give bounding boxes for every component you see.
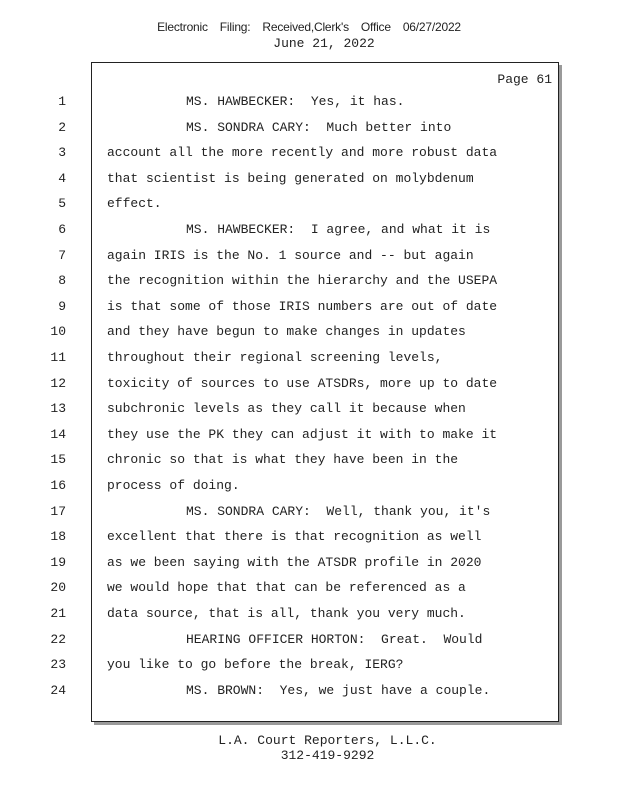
transcript-line	[0, 248, 600, 268]
line-text: you like to go before the break, IERG?	[107, 657, 404, 673]
line-text: subchronic levels as they call it because when	[107, 401, 466, 417]
line-number: 6	[58, 222, 66, 237]
line-number: 4	[58, 170, 66, 186]
filing-stamp	[0, 20, 618, 34]
transcript-line	[0, 478, 600, 498]
transcript-line	[0, 555, 600, 575]
transcript-line	[0, 401, 600, 421]
line-text: toxicity of sources to use ATSDRs, more up to date	[107, 375, 498, 391]
line-text: throughout their regional screening levels,	[107, 350, 443, 365]
line-text: account all the more recently and more robust data	[107, 145, 498, 161]
line-number: 1	[58, 94, 66, 109]
line-number: 23	[50, 657, 66, 673]
line-text: data source, that is all, thank you very much.	[107, 606, 466, 621]
transcript-line	[0, 529, 600, 549]
line-text: process of doing.	[107, 478, 240, 493]
line-text: MS. SONDRA CARY: Well, thank you, it's	[186, 503, 491, 519]
line-text: that scientist is being generated on molybdenum	[107, 170, 474, 186]
transcript-line	[0, 145, 600, 165]
line-number: 19	[50, 554, 66, 570]
transcript-line	[0, 504, 600, 524]
line-text: the recognition within the hierarchy and the USEPA	[107, 273, 498, 289]
line-text: we would hope that that can be referenced as a	[107, 580, 466, 596]
transcript-line	[0, 376, 600, 396]
line-number: 14	[50, 426, 66, 442]
line-text: excellent that there is that recognition as well	[107, 529, 482, 545]
line-text: they use the PK they can adjust it with to make it	[107, 426, 498, 442]
line-number: 22	[50, 631, 66, 647]
line-number: 13	[50, 401, 66, 417]
page-number: Page 61	[497, 72, 552, 87]
transcript-line	[0, 171, 600, 191]
transcript-line	[0, 324, 600, 344]
line-number: 7	[58, 247, 66, 263]
filing-word-2: Filing:	[219, 20, 251, 34]
line-text: MS. HAWBECKER: I agree, and what it is	[186, 222, 491, 237]
line-number: 5	[58, 196, 66, 212]
line-text: as we been saying with the ATSDR profile in 2020	[107, 554, 482, 570]
transcript-line	[0, 196, 600, 216]
transcript-line	[0, 452, 600, 472]
filing-word-3: Received,Clerk's	[262, 20, 349, 34]
line-number: 17	[50, 503, 66, 519]
filing-word-1: Electronic	[157, 20, 208, 34]
footer	[0, 733, 618, 763]
transcript-line	[0, 427, 600, 447]
line-number: 12	[50, 375, 66, 391]
transcript-line	[0, 222, 600, 242]
line-number: 21	[50, 606, 66, 621]
line-number: 11	[50, 350, 66, 365]
line-number: 9	[58, 298, 66, 314]
line-number: 8	[58, 273, 66, 289]
transcript-line	[0, 580, 600, 600]
reporter-company: L.A. Court Reporters, L.L.C.	[218, 733, 437, 748]
transcript-line	[0, 657, 600, 677]
line-number: 15	[50, 452, 66, 468]
line-text: is that some of those IRIS numbers are out of date	[107, 298, 498, 314]
line-number: 2	[58, 119, 66, 135]
line-text: MS. SONDRA CARY: Much better into	[186, 119, 452, 135]
transcript-line	[0, 683, 600, 703]
transcript-line	[0, 632, 600, 652]
line-text: and they have begun to make changes in updates	[107, 324, 466, 340]
reporter-phone: 312-419-9292	[280, 748, 375, 763]
transcript-line	[0, 299, 600, 319]
line-text: MS. BROWN: Yes, we just have a couple.	[186, 682, 491, 698]
filing-word-5: 06/27/2022	[402, 20, 461, 34]
transcript-line	[0, 606, 600, 626]
line-number: 24	[50, 682, 66, 698]
line-text: again IRIS is the No. 1 source and -- but again	[107, 247, 474, 263]
line-number: 18	[50, 529, 66, 545]
line-number: 20	[50, 580, 66, 596]
line-text: chronic so that is what they have been in the	[107, 452, 459, 468]
line-text: HEARING OFFICER HORTON: Great. Would	[186, 631, 483, 647]
line-text: effect.	[107, 196, 162, 212]
filing-word-4: Office	[360, 20, 391, 34]
line-number: 10	[50, 324, 66, 340]
transcript-line	[0, 120, 600, 140]
line-text: MS. HAWBECKER: Yes, it has.	[186, 94, 405, 109]
transcript-line	[0, 94, 600, 114]
transcript-line	[0, 273, 600, 293]
transcript-date: June 21, 2022	[273, 36, 375, 51]
line-number: 16	[50, 478, 66, 493]
line-number: 3	[58, 145, 66, 161]
transcript-line	[0, 350, 600, 370]
